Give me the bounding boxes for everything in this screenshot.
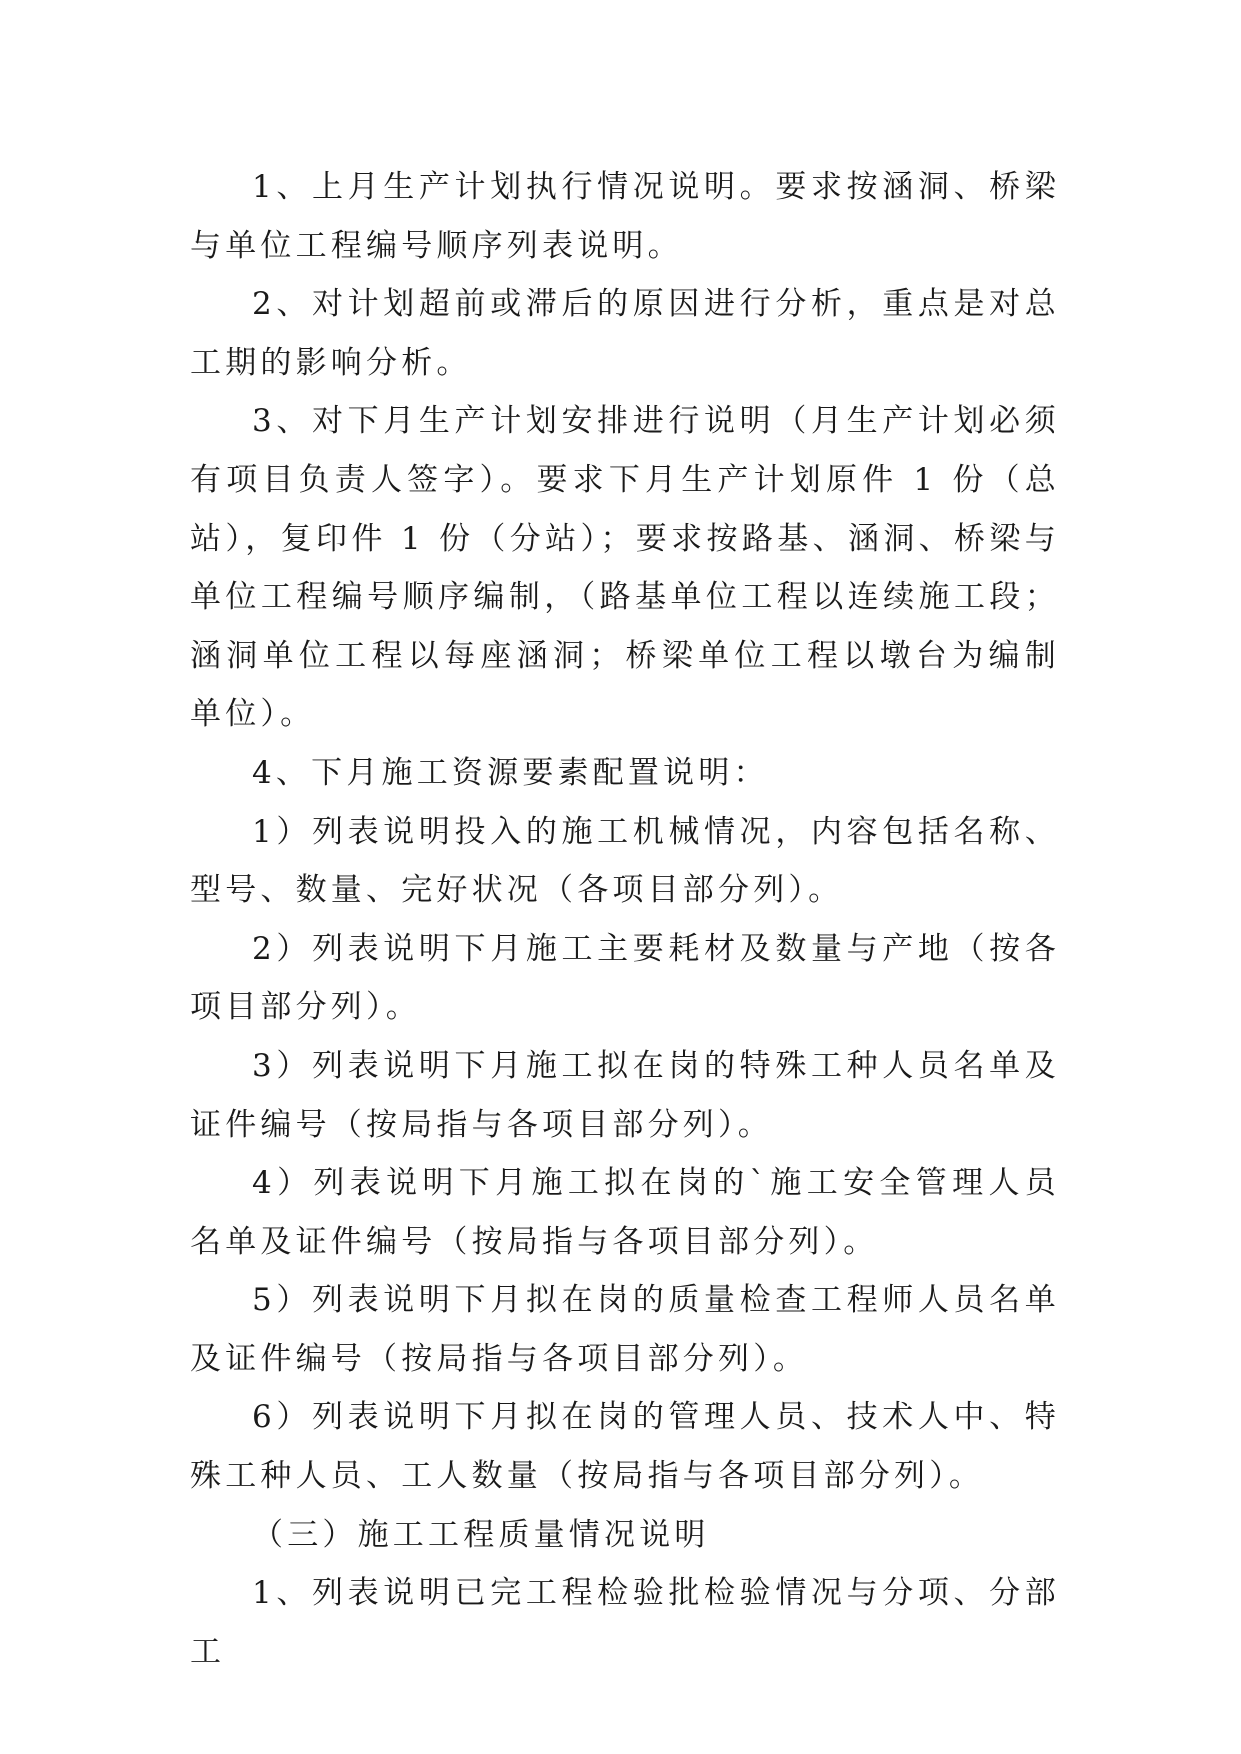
section-heading-3: （三）施工工程质量情况说明 [252, 1516, 710, 1553]
paragraph-4-2: 2）列表说明下月施工主要耗材及数量与产地（按各项目部分列）。 [190, 930, 1060, 1026]
paragraph-4-3: 3）列表说明下月施工拟在岗的特殊工种人员名单及证件编号（按局指与各项目部分列）。 [190, 1047, 1060, 1143]
paragraph-3: 3、对下月生产计划安排进行说明（月生产计划必须有项目负责人签字）。要求下月生产计划原件 1 份（总站），复印件 1 份（分站）；要求按路基、涵洞、桥梁与单位工程编号顺序编制，（路基单位工程以连续施工段；涵洞单位工程以每座涵洞；桥梁单位工程以墩台为编制单位）。 [190, 403, 1060, 733]
paragraph-4-6: 6）列表说明下月拟在岗的管理人员、技术人中、特殊工种人员、工人数量（按局指与各项目部分列）。 [190, 1399, 1060, 1495]
paragraph-4-5: 5）列表说明下月拟在岗的质量检查工程师人员名单及证件编号（按局指与各项目部分列）。 [190, 1282, 1060, 1377]
paragraph-4-4: 4）列表说明下月施工拟在岗的`施工安全管理人员名单及证件编号（按局指与各项目部分列）。 [190, 1165, 1060, 1260]
paragraph-4: 4、下月施工资源要素配置说明： [252, 754, 769, 791]
paragraph-1: 1、上月生产计划执行情况说明。要求按涵洞、桥梁与单位工程编号顺序列表说明。 [190, 169, 1060, 264]
paragraph-4-1: 1）列表说明投入的施工机械情况，内容包括名称、型号、数量、完好状况（各项目部分列）。 [190, 813, 1060, 909]
document-body [190, 158, 1060, 1681]
paragraph-2: 2、对计划超前或滞后的原因进行分析，重点是对总工期的影响分析。 [190, 286, 1060, 381]
paragraph-quality-1: 1、列表说明已完工程检验批检验情况与分项、分部工 [190, 1575, 1060, 1670]
